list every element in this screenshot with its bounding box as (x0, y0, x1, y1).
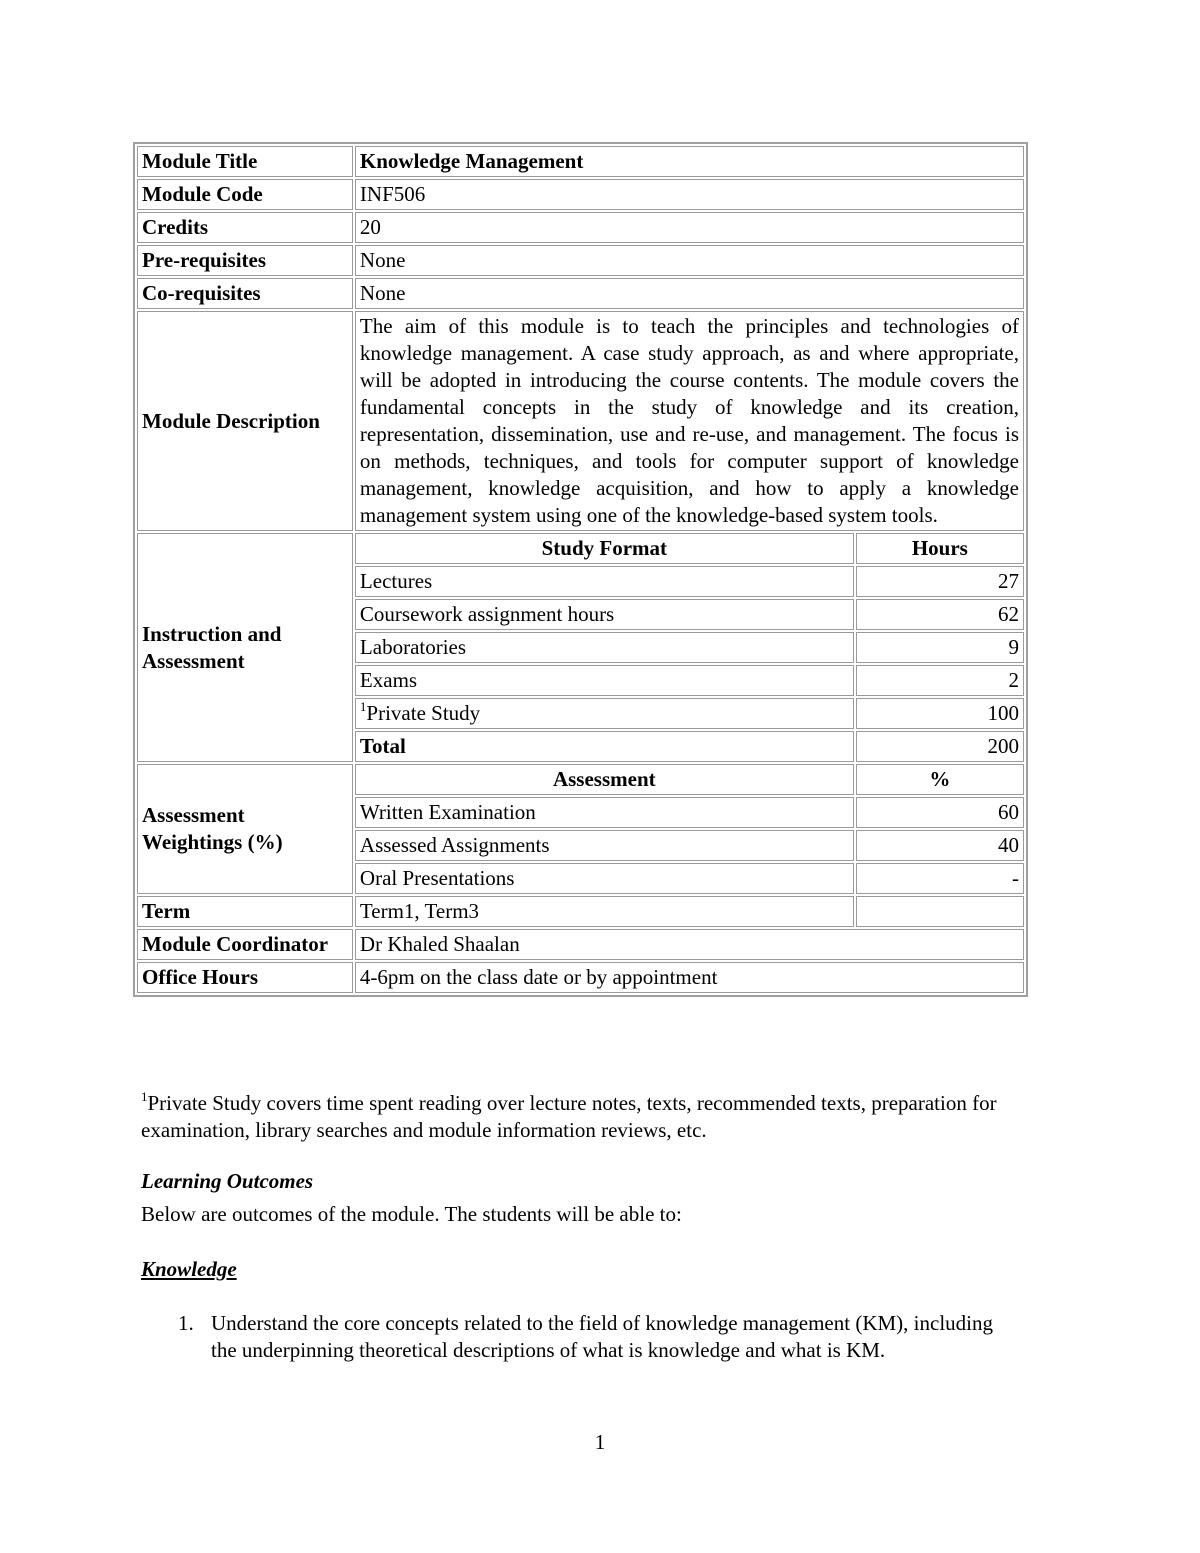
study-format-cell: Exams (355, 665, 854, 696)
list-item-number: 1. (178, 1311, 194, 1335)
footnote-text: Private Study covers time spent reading over lecture notes, texts, recommended texts, preparation for examination, library searches and module information reviews, etc. (141, 1091, 997, 1142)
description-value: The aim of this module is to teach the principles and technologies of knowledge management. A case study approach, as and where appropriate, will be adopted in introducing the course contents. The module covers the fundamental concepts in the study of knowledge and its creation, representation, dissemination, use and re-use, and management. The focus is on methods, techniques, and tools for computer support of knowledge management, knowledge acquisition, and how to apply a knowledge management system using one of the knowledge-based system tools. (355, 311, 1024, 531)
row-module-title (137, 146, 1024, 177)
assessment-header: Assessment (355, 764, 854, 795)
corequisites-value: None (355, 278, 1024, 309)
learning-outcomes-intro: Below are outcomes of the module. The students will be able to: (141, 1202, 682, 1226)
office-hours-label: Office Hours (137, 962, 353, 993)
credits-value: 20 (355, 212, 1024, 243)
hours-header: Hours (856, 533, 1024, 564)
hours-cell: 2 (856, 665, 1024, 696)
prerequisites-label: Pre-requisites (137, 245, 353, 276)
row-coordinator (137, 929, 1024, 960)
coordinator-value: Dr Khaled Shaalan (355, 929, 1024, 960)
study-format-cell: Laboratories (355, 632, 854, 663)
outcomes-list (141, 1310, 1021, 1364)
study-format-cell (355, 698, 854, 729)
page-number: 1 (594, 1430, 606, 1454)
row-module-code (137, 179, 1024, 210)
prerequisites-value: None (355, 245, 1024, 276)
row-term (137, 896, 1024, 927)
assessment-cell: Oral Presentations (355, 863, 854, 894)
row-prerequisites (137, 245, 1024, 276)
footnote-marker: 1 (141, 1089, 148, 1104)
percent-cell: - (856, 863, 1024, 894)
term-empty-cell (856, 896, 1024, 927)
description-label: Module Description (137, 311, 353, 531)
corequisites-label: Co-requisites (137, 278, 353, 309)
list-item-text: Understand the core concepts related to the field of knowledge management (KM), including the underpinning theoretical descriptions of what is knowledge and what is KM. (211, 1311, 993, 1362)
row-study-format-header (137, 533, 1024, 564)
row-credits (137, 212, 1024, 243)
footnote (141, 1090, 1041, 1144)
row-corequisites (137, 278, 1024, 309)
percent-cell: 40 (856, 830, 1024, 861)
module-code-label: Module Code (137, 179, 353, 210)
module-title-label: Module Title (137, 146, 353, 177)
knowledge-heading: Knowledge (141, 1257, 237, 1281)
study-format-cell: Lectures (355, 566, 854, 597)
study-format-header: Study Format (355, 533, 854, 564)
row-office-hours (137, 962, 1024, 993)
hours-cell: 27 (856, 566, 1024, 597)
study-format-label: Private Study (366, 701, 481, 725)
assessment-cell: Assessed Assignments (355, 830, 854, 861)
module-code-value: INF506 (355, 179, 1024, 210)
instruction-label: Instruction and Assessment (137, 533, 353, 762)
total-hours: 200 (856, 731, 1024, 762)
term-value: Term1, Term3 (355, 896, 854, 927)
coordinator-label: Module Coordinator (137, 929, 353, 960)
learning-outcomes-heading: Learning Outcomes (141, 1169, 314, 1193)
hours-cell: 62 (856, 599, 1024, 630)
assessment-cell: Written Examination (355, 797, 854, 828)
office-hours-value: 4-6pm on the class date or by appointment (355, 962, 1024, 993)
weightings-label: Assessment Weightings (%) (137, 764, 353, 894)
percent-cell: 60 (856, 797, 1024, 828)
credits-label: Credits (137, 212, 353, 243)
term-label: Term (137, 896, 353, 927)
module-specification-table (133, 142, 1028, 997)
row-module-description (137, 311, 1024, 531)
footnote-marker: 1 (359, 699, 367, 714)
hours-cell: 9 (856, 632, 1024, 663)
percent-header: % (856, 764, 1024, 795)
total-label: Total (355, 731, 854, 762)
study-format-cell: Coursework assignment hours (355, 599, 854, 630)
module-title-value: Knowledge Management (355, 146, 1024, 177)
list-item (141, 1310, 1021, 1364)
hours-cell: 100 (856, 698, 1024, 729)
row-assessment-header (137, 764, 1024, 795)
